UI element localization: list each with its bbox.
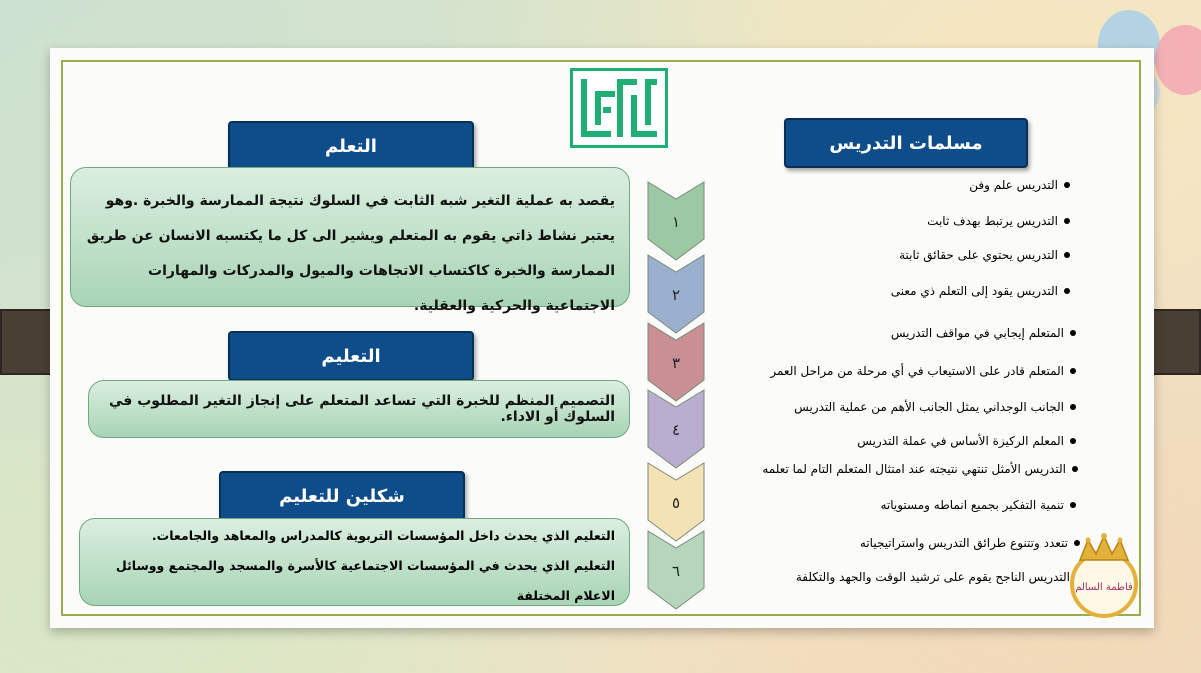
axioms-heading: مسلمات التدريس (784, 118, 1028, 168)
form-item: التعليم الذي يحدث في المؤسسات الاجتماعية كالأسرة والمسجد والمجتمع ووسائل الاعلام المختلفة (115, 558, 615, 603)
bullet-icon (1070, 368, 1076, 374)
teaching-definition: التصميم المنظم للخبرة التي تساعد المتعلم على إنجاز التغير المطلوب في السلوك أو الاداء. (88, 380, 630, 438)
axiom-text: تتعدد وتتنوع طرائق التدريس واستراتيجياته (859, 536, 1068, 550)
badge-signature: فاطمة السالم (1075, 582, 1133, 593)
bullet-icon (1070, 438, 1076, 444)
bullet-icon (1064, 288, 1070, 294)
axiom-item (794, 400, 1076, 414)
axiom-item (969, 178, 1070, 192)
teaching-heading: التعليم (228, 331, 474, 381)
axiom-text: التدريس يرتبط بهدف ثابت (927, 214, 1058, 228)
axiom-text: التدريس يحتوي على حقائق ثابتة (899, 248, 1058, 262)
axiom-item (860, 536, 1080, 550)
chevron-number: ٦ (671, 562, 681, 580)
axiom-text: تنمية التفكير بجميع انماطه ومستوياته (880, 498, 1064, 512)
axiom-item (891, 326, 1076, 340)
axiom-text: التدريس الناجح يقوم على ترشيد الوقت والجهد والتكلفة (795, 570, 1070, 584)
bullet-icon (1070, 330, 1076, 336)
axiom-item (770, 364, 1076, 378)
axiom-text: التدريس الأمثل تنتهي نتيجته عند امتثال المتعلم التام لما تعلمه (762, 462, 1066, 476)
learning-definition: يقصد به عملية التغير شبه الثابت في السلوك نتيجة الممارسة والخبرة .وهو يعتبر نشاط ذاتي يقوم به المتعلم ويشير الى كل ما يكتسبه الانسان عن طريق الممارسة والخبرة كاكتساب الاتجاهات والميول والمدركات والمهارات الاجتماعية والحركية والعقلية. (70, 167, 630, 307)
form-item: التعليم الذي يحدث داخل المؤسسات التربوية كالمدراس والمعاهد والجامعات. (151, 528, 615, 543)
axiom-item (880, 498, 1076, 512)
bullet-icon (1064, 182, 1070, 188)
logo-icon (570, 68, 668, 148)
chevron-number: ٢ (671, 286, 681, 304)
bullet-icon (1070, 404, 1076, 410)
learning-heading: التعلم (228, 121, 474, 171)
balloon-decoration (1155, 25, 1201, 95)
crown-laurel-badge (1062, 530, 1146, 622)
axiom-text: التدريس علم وفن (969, 178, 1058, 192)
chevron-number: ١ (671, 213, 681, 231)
chevron-number: ٣ (671, 354, 681, 372)
forms-heading: شكلين للتعليم (219, 471, 465, 521)
axiom-text: الجانب الوجداني يمثل الجانب الأهم من عملية التدريس (794, 400, 1064, 414)
axiom-item (899, 248, 1070, 262)
bullet-icon (1072, 466, 1078, 472)
axiom-text: المتعلم إيجابي في مواقف التدريس (890, 326, 1064, 340)
forms-list (79, 518, 630, 606)
bullet-icon (1064, 218, 1070, 224)
bullet-icon (1064, 252, 1070, 258)
axiom-text: المعلم الركيزة الأساس في عملة التدريس (857, 434, 1064, 448)
chevron-number: ٤ (671, 421, 681, 439)
axiom-text: المتعلم قادر على الاستيعاب في أي مرحلة من مراحل العمر (770, 364, 1064, 378)
axiom-text: التدريس يقود إلى التعلم ذي معنى (890, 284, 1058, 298)
chevron-number: ٥ (671, 494, 681, 512)
bullet-icon (1070, 502, 1076, 508)
axiom-item (762, 462, 1078, 476)
axiom-item (796, 570, 1082, 584)
axioms-list (600, 178, 1070, 598)
axiom-item (927, 214, 1070, 228)
axiom-item (891, 284, 1070, 298)
axiom-item (857, 434, 1076, 448)
